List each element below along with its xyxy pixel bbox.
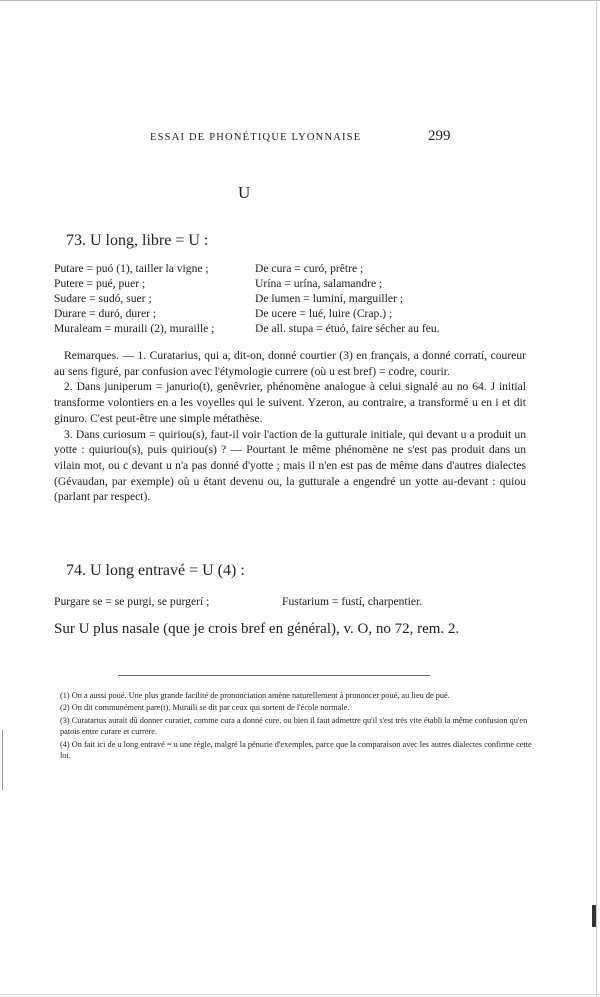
section-74-left-entry: Purgare se = se purgi, se purgerí ; (54, 595, 210, 608)
example-line: Putere = pué, puer ; (54, 277, 146, 290)
example-line: De ucere = lué, luire (Crap.) ; (255, 307, 393, 320)
running-title: ESSAI DE PHONÉTIQUE LYONNAISE (150, 132, 362, 143)
example-line: De all. stupa = étuó, faire sécher au feu. (255, 322, 440, 335)
section-74-right-entry: Fustarium = fustí, charpentier. (282, 595, 423, 608)
remark-paragraph: Remarques. — 1. Curatarius, qui a, dit-on, donné courtier (3) en français, a donné corratí, coureur au sens figuré, par confusion avec l'étymologie currere (où u est bref) = codre, courir. (54, 349, 526, 378)
page-number: 299 (428, 128, 451, 144)
example-line: Sudare = sudó, suer ; (54, 292, 152, 305)
section-letter: U (238, 183, 251, 202)
example-line: Durare = duró, durer ; (54, 307, 157, 320)
example-line: Putare = puó (1), tailler la vigne ; (54, 262, 209, 275)
footnote: (1) On a aussi poué. Une plus grande facilité de prononciation amène naturellement à prononcer poué, au lieu de pué. (60, 691, 450, 700)
remark-paragraph: 3. Dans curiosum = quiriou(s), faut-il voir l'action de la gutturale initiale, qui devant u a produit un yotte : quiuriou(s), puis quiriou(s) ? — Pourtant le même phénomène ne s'est pas produit dans un vilain mot, ou c devant u n'a pas donné d'yotte ; mais il n'en est pas de même dans d'autres dialectes (Gévaudan, par exemple) où u étant devenu ou, la gutturale a engendré un yotte au-devant : quiou (parlant par respect). (54, 427, 526, 504)
footnotes (54, 690, 544, 762)
example-line: Urína = urína, salamandre ; (255, 277, 383, 290)
section-74-heading: 74. U long entravé = U (4) : (66, 562, 245, 579)
remark-paragraph: 2. Dans juniperum = janurio(t), genêvrier, phénomène analogue à celui signalé au no 64. J initial transforme volontiers en a les voyelles qui le suivent. Yzeron, au contraire, a transformé u en i et dit ginuro. C'est peut-être une simple métathèse. (54, 380, 526, 425)
footnote: (3) Curatarius aurait dû donner curatier, comme cura a donné cure, ou bien il faut admettre qu'il s'est très vite établi la même confusion qu'en patois entre curare et currere. (60, 715, 528, 737)
examples-right-column (255, 261, 440, 336)
footnote: (4) On fait ici de u long entravé = u une règle, malgré la pénurie d'exemples, parce que la comparaison avec les autres dialectes confirme cette loi. (60, 739, 532, 761)
section-73-heading: 73. U long, libre = U : (66, 232, 209, 249)
footnote-separator (118, 675, 430, 676)
example-line: De lumen = luminí, marguiller ; (255, 292, 404, 305)
remarks-block (54, 348, 526, 505)
examples-left-column (54, 261, 214, 336)
example-line: Muraleam = muraili (2), muraille ; (54, 322, 215, 335)
example-line: De cura = curó, prêtre ; (255, 262, 364, 275)
closing-note: Sur U plus nasale (que je crois bref en général), v. O, no 72, rem. 2. (54, 621, 460, 637)
footnote: (2) On dit communément pare(t). Muraili se dit par ceux qui sortent de l'école normale. (60, 703, 350, 713)
